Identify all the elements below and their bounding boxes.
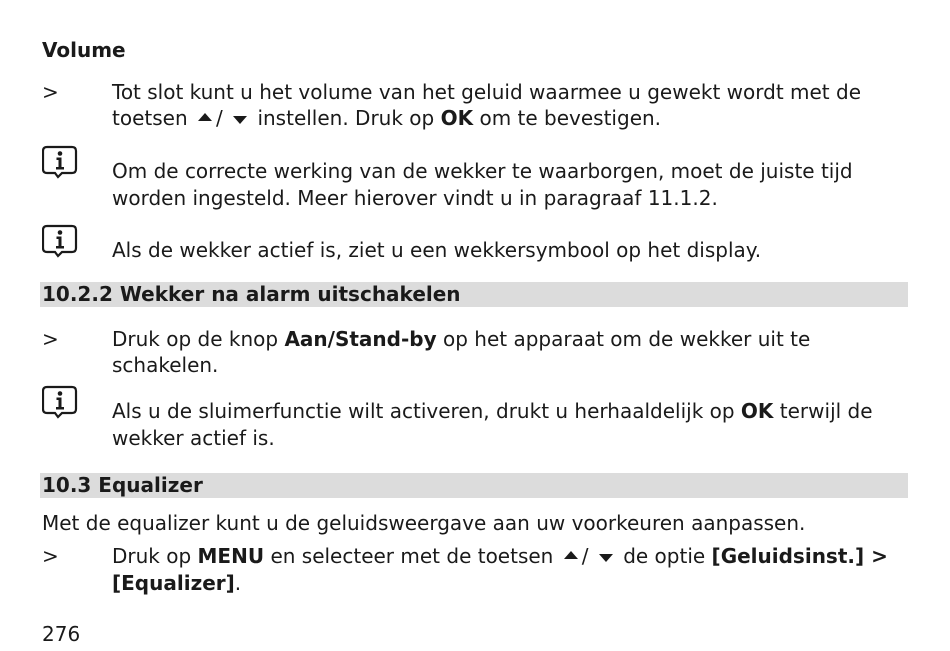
bullet: > bbox=[42, 80, 59, 104]
arrow-up-icon bbox=[564, 551, 578, 559]
p2-line1 bbox=[112, 326, 810, 353]
info-icon bbox=[42, 145, 78, 179]
arrow-up-icon bbox=[198, 113, 212, 121]
slash: / bbox=[215, 106, 223, 130]
ok-key: OK bbox=[740, 399, 774, 423]
p2-text: op het apparaat om de wekker uit te bbox=[442, 327, 811, 351]
note3-line1 bbox=[112, 398, 873, 425]
p3-text: Druk op bbox=[112, 544, 192, 568]
p1-text: toetsen bbox=[112, 106, 188, 130]
standby-key: Aan/Stand-by bbox=[284, 327, 437, 351]
section-bar-wekker bbox=[40, 282, 908, 307]
page-number: 276 bbox=[42, 622, 81, 646]
info-icon bbox=[42, 224, 78, 258]
ok-key: OK bbox=[440, 106, 474, 130]
option-geluidsinst: [Geluidsinst.] > bbox=[711, 544, 888, 568]
note2-line1: Als de wekker actief is, ziet u een wekkersymbool op het display. bbox=[112, 238, 762, 262]
note3-line2: wekker actief is. bbox=[112, 426, 275, 450]
p3-text: en selecteer met de toetsen bbox=[270, 544, 554, 568]
heading-volume: Volume bbox=[42, 38, 126, 62]
heading-wekker-uit: 10.2.2 Wekker na alarm uitschakelen bbox=[42, 282, 461, 306]
p1-line1: Tot slot kunt u het volume van het geluid waarmee u gewekt wordt met de bbox=[112, 80, 862, 104]
p1-line2 bbox=[112, 105, 661, 132]
arrow-down-icon bbox=[233, 116, 247, 124]
p1-text: instellen. Druk op bbox=[257, 106, 435, 130]
slash: / bbox=[581, 544, 589, 568]
note3-text: Als u de sluimerfunctie wilt activeren, drukt u herhaaldelijk op bbox=[112, 399, 735, 423]
bullet: > bbox=[42, 327, 59, 351]
arrow-down-icon bbox=[599, 554, 613, 562]
p3-end: . bbox=[234, 571, 242, 595]
note1-line2: worden ingesteld. Meer hierover vindt u in paragraaf 11.1.2. bbox=[112, 186, 718, 210]
section-bar-equalizer bbox=[40, 473, 908, 498]
p3-line1 bbox=[112, 543, 888, 570]
p2-text: Druk op de knop bbox=[112, 327, 279, 351]
p1-text: om te bevestigen. bbox=[479, 106, 662, 130]
p3-text: de optie bbox=[623, 544, 706, 568]
note3-text: terwijl de bbox=[779, 399, 873, 423]
option-equalizer: [Equalizer] bbox=[112, 571, 235, 595]
bullet: > bbox=[42, 544, 59, 568]
note1-line1: Om de correcte werking van de wekker te waarborgen, moet de juiste tijd bbox=[112, 159, 853, 183]
equalizer-intro: Met de equalizer kunt u de geluidsweergave aan uw voorkeuren aanpassen. bbox=[42, 511, 806, 535]
p3-line2 bbox=[112, 570, 241, 597]
menu-key: MENU bbox=[197, 544, 265, 568]
heading-equalizer: 10.3 Equalizer bbox=[42, 473, 203, 497]
p2-line2: schakelen. bbox=[112, 353, 219, 377]
info-icon bbox=[42, 385, 78, 419]
